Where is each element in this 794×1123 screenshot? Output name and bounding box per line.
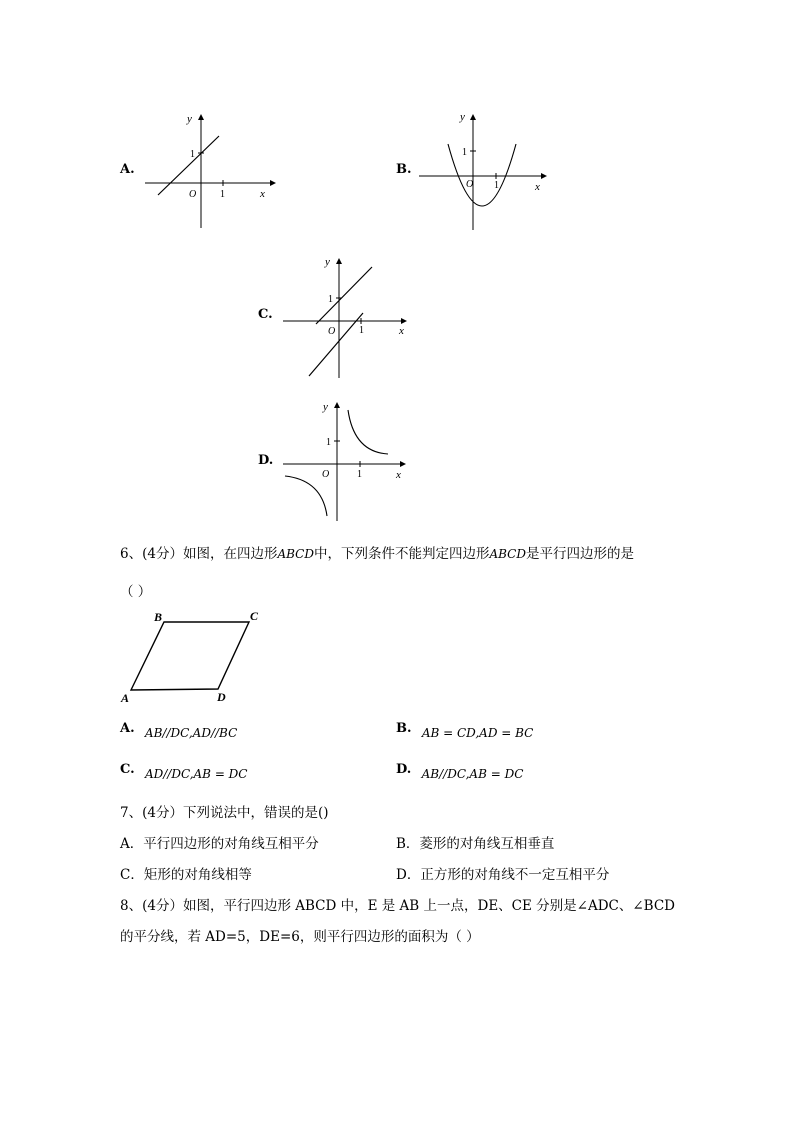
origin-label: O <box>328 326 336 337</box>
y-tick-label: 1 <box>190 149 195 160</box>
question-8-line-1: 8、(4分）如图，平行四边形 ABCD 中，E 是 AB 上一点，DE、CE 分别是∠ADC、∠BCD <box>120 898 676 914</box>
q6-prefix: 6、(4分）如图，在四边形 <box>120 546 278 562</box>
vertex-c-label: C <box>250 609 259 623</box>
x-tick-label: 1 <box>220 189 225 200</box>
x-axis-label: x <box>260 188 265 200</box>
q6-answer-blank: （ ） <box>120 584 152 600</box>
q6-quad-name-2: ABCD <box>489 547 526 561</box>
q6-option-c-expr: AD//DC,AB = DC <box>144 767 248 781</box>
q6-option-a-letter: A. <box>120 721 135 736</box>
q7-option-b[interactable]: B．菱形的对角线互相垂直 <box>396 836 555 852</box>
x-axis-label: x <box>396 469 401 481</box>
x-tick-label: 1 <box>357 469 362 480</box>
graph-c-two-lines <box>278 252 418 384</box>
question-7-stem: 7、(4分）下列说法中，错误的是() <box>120 805 329 821</box>
q7-option-d[interactable]: D．正方形的对角线不一定互相平分 <box>396 867 610 883</box>
q6-option-c-letter: C. <box>120 762 135 777</box>
q6-quad-name: ABCD <box>277 547 314 561</box>
origin-label: O <box>322 469 330 480</box>
q6-option-a-expr: AB//DC,AD//BC <box>144 726 238 740</box>
y-tick-label: 1 <box>328 294 333 305</box>
vertex-a-label: A <box>121 691 130 705</box>
origin-label: O <box>466 179 474 190</box>
y-axis-label: y <box>460 111 465 123</box>
q7-option-c[interactable]: C．矩形的对角线相等 <box>120 867 252 883</box>
q6-option-d-expr: AB//DC,AB = DC <box>421 767 524 781</box>
q6-option-c[interactable] <box>120 761 248 781</box>
y-axis-label: y <box>325 256 330 268</box>
y-axis-label: y <box>187 113 192 125</box>
q6-option-d[interactable] <box>396 761 524 781</box>
q6-option-b-expr: AB = CD,AD = BC <box>421 726 534 740</box>
option-a-label: A. <box>120 162 135 177</box>
q6-suffix: 是平行四边形的是 <box>525 546 634 562</box>
x-axis-label: x <box>399 325 404 337</box>
x-tick-label: 1 <box>359 325 364 336</box>
q7-option-a[interactable]: A．平行四边形的对角线互相平分 <box>120 836 319 852</box>
option-c-label: C. <box>258 307 273 322</box>
graph-d-hyperbola <box>278 396 418 524</box>
x-axis-label: x <box>535 181 540 193</box>
graph-a-linear <box>140 108 280 233</box>
question-8-line-2: 的平分线，若 AD=5，DE=6，则平行四边形的面积为（ ） <box>120 929 480 945</box>
question-6-stem <box>120 542 634 562</box>
x-tick-label: 1 <box>494 180 499 191</box>
origin-label: O <box>189 189 197 200</box>
q6-option-b[interactable] <box>396 720 534 740</box>
graph-b-parabola <box>414 108 554 233</box>
y-tick-label: 1 <box>462 147 467 158</box>
q6-middle: 中，下列条件不能判定四边形 <box>313 546 490 562</box>
vertex-d-label: D <box>217 690 226 704</box>
q6-option-a[interactable] <box>120 720 238 740</box>
q6-option-b-letter: B. <box>396 721 412 736</box>
parallelogram-figure <box>118 606 268 708</box>
q6-option-d-letter: D. <box>396 762 412 777</box>
y-axis-label: y <box>323 401 328 413</box>
vertex-b-label: B <box>154 610 163 624</box>
y-tick-label: 1 <box>326 437 331 448</box>
option-d-label: D. <box>258 453 274 468</box>
option-b-label: B. <box>396 162 412 177</box>
